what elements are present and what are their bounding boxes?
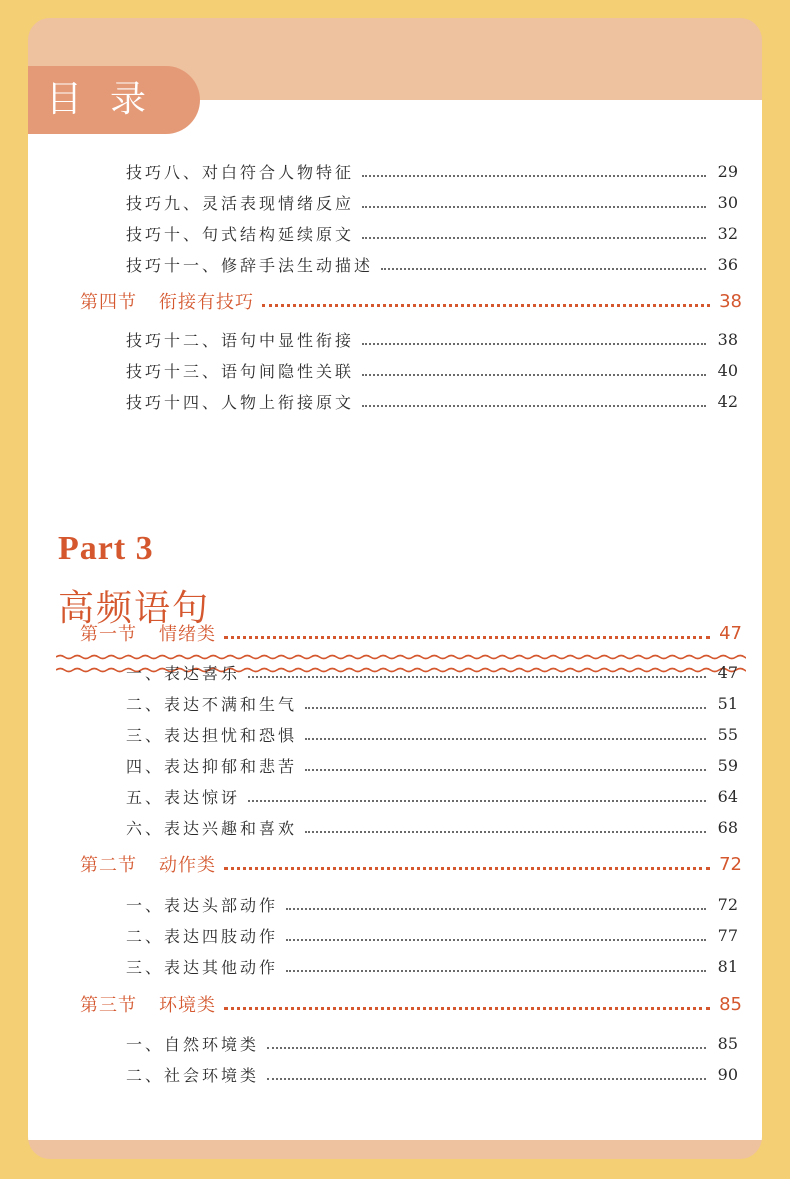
- toc-entry-row[interactable]: [126, 953, 738, 979]
- toc-entry-row[interactable]: [126, 388, 738, 414]
- toc-label: 第二节: [80, 855, 137, 876]
- toc-page-number: 77: [717, 925, 738, 945]
- toc-entry-row[interactable]: [126, 721, 738, 747]
- toc-section-name: 衔接有技巧: [159, 292, 254, 313]
- toc-entry-row[interactable]: [126, 659, 738, 685]
- toc-label: 技巧八、对白符合人物特征: [126, 162, 355, 182]
- toc-section-name: 环境类: [159, 995, 216, 1016]
- toc-page-number: 38: [717, 329, 738, 349]
- toc-leader-dots: [248, 799, 706, 802]
- toc-entry-row[interactable]: [126, 357, 738, 383]
- toc-leader-dots: [286, 938, 706, 941]
- toc-page-number: 38: [719, 290, 742, 312]
- toc-label: 一、表达头部动作: [126, 895, 279, 915]
- toc-label: 一、自然环境类: [126, 1034, 260, 1054]
- toc-section-name: 动作类: [159, 855, 216, 876]
- toc-label: 一、表达喜乐: [126, 663, 241, 683]
- toc-page-number: 72: [719, 853, 742, 875]
- toc-page-number: 72: [717, 894, 738, 914]
- toc-page-number: 90: [717, 1064, 738, 1084]
- toc-leader-dots: [267, 1046, 706, 1049]
- toc-page-number: 68: [717, 817, 738, 837]
- toc-leader-dots: [224, 1006, 710, 1010]
- toc-label: 二、表达四肢动作: [126, 926, 279, 946]
- toc-label: 三、表达其他动作: [126, 957, 279, 977]
- toc-entry-row[interactable]: [126, 220, 738, 246]
- toc-leader-dots: [286, 907, 706, 910]
- toc-page-number: 81: [717, 956, 738, 976]
- toc-leader-dots: [362, 404, 706, 407]
- toc-entry-row[interactable]: [126, 251, 738, 277]
- toc-section-row[interactable]: [80, 288, 742, 314]
- page-title: 目录: [46, 79, 175, 120]
- toc-label: 第一节: [80, 624, 137, 645]
- toc-leader-dots: [362, 373, 706, 376]
- toc-page-number: 85: [717, 1033, 738, 1053]
- toc-leader-dots: [305, 706, 706, 709]
- toc-entry-row[interactable]: [126, 752, 738, 778]
- toc-leader-dots: [224, 635, 710, 639]
- toc-leader-dots: [286, 969, 706, 972]
- toc-page-number: 47: [719, 622, 742, 644]
- toc-page-number: 47: [717, 662, 738, 682]
- toc-page-number: 51: [717, 693, 738, 713]
- toc-page-number: 40: [717, 360, 738, 380]
- toc-label: 技巧十三、语句间隐性关联: [126, 361, 355, 381]
- toc-label: 技巧十一、修辞手法生动描述: [126, 255, 374, 275]
- toc-page-number: 30: [717, 192, 738, 212]
- toc-entry-row[interactable]: [126, 1030, 738, 1056]
- toc-leader-dots: [362, 236, 706, 239]
- toc-leader-dots: [362, 205, 706, 208]
- toc-label: 二、表达不满和生气: [126, 694, 298, 714]
- part-subtitle: 高频语句: [58, 588, 211, 629]
- toc-page-number: 42: [717, 391, 738, 411]
- toc-page-number: 64: [717, 786, 738, 806]
- toc-section-name: 情绪类: [159, 624, 216, 645]
- toc-paper: [28, 100, 762, 1140]
- toc-leader-dots: [262, 303, 710, 307]
- toc-page-number: 55: [717, 724, 738, 744]
- toc-leader-dots: [224, 866, 710, 870]
- toc-page-number: 59: [717, 755, 738, 775]
- toc-entry-row[interactable]: [126, 814, 738, 840]
- part-title: Part 3: [58, 530, 154, 567]
- toc-label: 第四节: [80, 292, 137, 313]
- toc-leader-dots: [305, 768, 706, 771]
- toc-section-row[interactable]: [80, 620, 742, 646]
- toc-label: 三、表达担忧和恐惧: [126, 725, 298, 745]
- toc-entry-row[interactable]: [126, 189, 738, 215]
- toc-section-row[interactable]: [80, 851, 742, 877]
- toc-page-number: 85: [719, 993, 742, 1015]
- toc-entry-row[interactable]: [126, 783, 738, 809]
- toc-leader-dots: [362, 342, 706, 345]
- toc-label: 六、表达兴趣和喜欢: [126, 818, 298, 838]
- toc-card: [28, 18, 762, 1159]
- toc-leader-dots: [305, 737, 706, 740]
- toc-page-number: 29: [717, 161, 738, 181]
- toc-label: 第三节: [80, 995, 137, 1016]
- toc-label: 五、表达惊讶: [126, 787, 241, 807]
- toc-label: 技巧十二、语句中显性衔接: [126, 330, 355, 350]
- toc-label: 技巧十、句式结构延续原文: [126, 224, 355, 244]
- toc-leader-dots: [381, 267, 706, 270]
- toc-label: 技巧九、灵活表现情绪反应: [126, 193, 355, 213]
- toc-entry-row[interactable]: [126, 891, 738, 917]
- toc-page-number: 32: [717, 223, 738, 243]
- title-tab: [28, 66, 200, 134]
- toc-leader-dots: [362, 174, 706, 177]
- toc-label: 四、表达抑郁和悲苦: [126, 756, 298, 776]
- toc-label: 技巧十四、人物上衔接原文: [126, 392, 355, 412]
- toc-leader-dots: [267, 1077, 706, 1080]
- toc-leader-dots: [248, 675, 706, 678]
- toc-entry-row[interactable]: [126, 1061, 738, 1087]
- toc-entry-row[interactable]: [126, 690, 738, 716]
- toc-entry-row[interactable]: [126, 326, 738, 352]
- toc-page-number: 36: [717, 254, 738, 274]
- toc-leader-dots: [305, 830, 706, 833]
- toc-label: 二、社会环境类: [126, 1065, 260, 1085]
- toc-section-row[interactable]: [80, 991, 742, 1017]
- toc-entry-row[interactable]: [126, 922, 738, 948]
- toc-entry-row[interactable]: [126, 158, 738, 184]
